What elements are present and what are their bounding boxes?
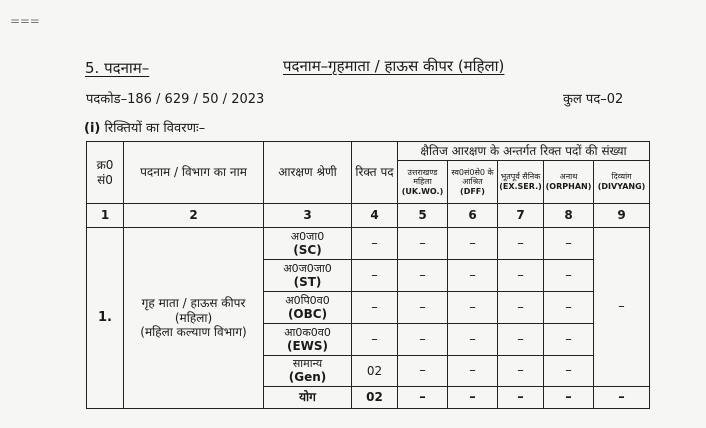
vacancy-cell: 02 [352, 356, 398, 387]
total-divyang: – [594, 387, 650, 409]
total-exser: – [498, 387, 544, 409]
dff-cell: – [448, 292, 498, 324]
header-serial: क्र0 सं0 [87, 142, 124, 204]
vacancy-cell: – [352, 324, 398, 356]
header-orphan [544, 161, 594, 204]
header-divyang [594, 161, 650, 204]
orphan-cell: – [544, 228, 594, 260]
ukwo-cell: – [398, 324, 448, 356]
header-dff-label: स्व0सं0से0 के आश्रित [451, 167, 494, 187]
category-code: (SC) [293, 242, 322, 257]
header-horizontal-reservation: क्षैतिज आरक्षण के अन्तर्गत रिक्त पदों की संख्या [398, 142, 650, 161]
header-dff [448, 161, 498, 204]
post-name: गृह माता / हाऊस कीपर (महिला) [141, 296, 246, 325]
col-number: 6 [448, 204, 498, 228]
total-label: योग [264, 387, 352, 409]
ukwo-cell: – [398, 292, 448, 324]
post-number-label: 5. पदनाम– [85, 59, 150, 77]
orphan-cell: – [544, 292, 594, 324]
total-vacancy: 02 [352, 387, 398, 409]
category-code: (Gen) [288, 370, 327, 385]
table-row [87, 228, 650, 260]
category-cell [264, 356, 352, 387]
header-exser-code: (EX.SER.) [499, 182, 542, 191]
header-orphan-label: अनाथ [559, 172, 578, 182]
header-orphan-code: (ORPHAN) [545, 182, 592, 191]
subsection-number: (i) [84, 121, 101, 136]
header-divyang-code: (DIVYANG) [597, 182, 646, 191]
category-code: (EWS) [286, 338, 329, 353]
subsection-text: रिक्तियों का विवरणः– [104, 121, 206, 136]
vacancy-cell: – [352, 292, 398, 324]
col-number: 1 [87, 204, 124, 228]
header-ukwo [398, 161, 448, 204]
exser-cell: – [498, 228, 544, 260]
orphan-cell: – [544, 260, 594, 292]
department-name: (महिला कल्याण विभाग) [140, 325, 247, 340]
header-category: आरक्षण श्रेणी [264, 142, 352, 204]
ukwo-cell: – [398, 228, 448, 260]
header-ukwo-label: उत्तराखण्ड महिला [407, 167, 438, 187]
serial-cell: 1. [87, 228, 124, 409]
header-exser [498, 161, 544, 204]
divyang-cell: – [594, 228, 650, 387]
category-hindi: आ0क0व0 [284, 325, 331, 339]
dff-cell: – [448, 260, 498, 292]
exser-cell: – [498, 324, 544, 356]
category-code: (OBC) [287, 306, 328, 321]
post-title: पदनाम–गृहमाता / हाऊस कीपर (महिला) [283, 57, 505, 75]
total-posts: कुल पद–02 [563, 92, 624, 107]
category-hindi: सामान्य [292, 357, 323, 371]
col-number: 7 [498, 204, 544, 228]
dff-cell: – [448, 356, 498, 387]
corner-tick-marks: = = = [10, 14, 38, 28]
col-number: 5 [398, 204, 448, 228]
ukwo-cell: – [398, 356, 448, 387]
category-hindi: अ0ज0जा0 [283, 261, 332, 275]
vacancy-cell: – [352, 228, 398, 260]
post-dept-cell [124, 228, 264, 409]
category-cell [264, 228, 352, 260]
header-dff-code: (DFF) [460, 186, 485, 196]
category-code: (ST) [293, 274, 322, 289]
vacancy-cell: – [352, 260, 398, 292]
header-vacancy: रिक्त पद [352, 142, 398, 204]
exser-cell: – [498, 292, 544, 324]
col-number: 4 [352, 204, 398, 228]
col-number: 3 [264, 204, 352, 228]
header-exser-label: भूतपूर्व सैनिक [500, 172, 541, 182]
dff-cell: – [448, 324, 498, 356]
header-post-dept: पदनाम / विभाग का नाम [124, 142, 264, 204]
ukwo-cell: – [398, 260, 448, 292]
category-cell [264, 292, 352, 324]
dff-cell: – [448, 228, 498, 260]
total-dff: – [448, 387, 498, 409]
orphan-cell: – [544, 324, 594, 356]
header-ukwo-code: (UK.WO.) [401, 186, 444, 196]
col-number: 9 [594, 204, 650, 228]
subsection-heading [84, 118, 205, 136]
exser-cell: – [498, 260, 544, 292]
category-hindi: अ0जा0 [290, 229, 325, 243]
category-hindi: अ0पि0व0 [285, 293, 330, 307]
total-orphan: – [544, 387, 594, 409]
total-ukwo: – [398, 387, 448, 409]
orphan-cell: – [544, 356, 594, 387]
category-cell [264, 260, 352, 292]
category-cell [264, 324, 352, 356]
post-code: पदकोड–186 / 629 / 50 / 2023 [86, 92, 265, 107]
vacancy-table [86, 141, 650, 409]
exser-cell: – [498, 356, 544, 387]
col-number: 8 [544, 204, 594, 228]
col-number: 2 [124, 204, 264, 228]
header-divyang-label: दिव्यांग [611, 172, 632, 182]
